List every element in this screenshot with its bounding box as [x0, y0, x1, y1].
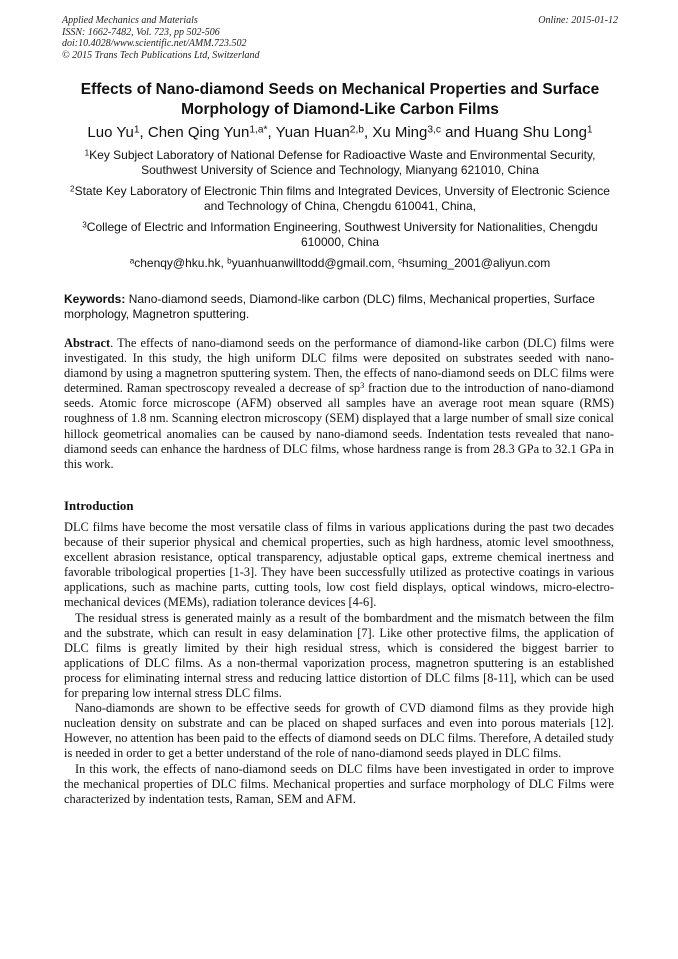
paragraph: The residual stress is generated mainly as a result of the bombardment and the mismatch between the film and the substrate, which can result in easy delamination [7]. Like other protective films, the application of DLC films is greatly limited by their high residual stress, which is considered the biggest barrier to applications of DLC films. As a non-thermal vaporization process, magnetron sputtering is an established process for eliminating internal stress and reducing lattice distortion of DLC films [8-11], which can be used for preparing low internal stress DLC films.	[64, 610, 614, 701]
paragraph: Nano-diamonds are shown to be effective seeds for growth of CVD diamond films as they provide high nucleation density on substrate and can be placed on shaped surfaces and even into porous materials [12]. However, no attention has been paid to the effects of diamond seeds on DLC films. Therefore, A detailed study is needed in order to get a better understand of the role of nano-diamond seeds played in DLC films.	[64, 701, 614, 761]
affiliation-1	[60, 148, 620, 178]
affiliation-2	[60, 184, 620, 214]
email-address: chenqy@hku.hk,	[134, 256, 228, 270]
email-mark: a	[129, 256, 135, 266]
email-mark: c	[397, 256, 403, 266]
email-address: hsuming_2001@aliyun.com	[402, 256, 551, 270]
author-separator: and	[440, 124, 475, 141]
affiliation-3	[60, 220, 620, 250]
abstract	[64, 336, 614, 472]
online-date: Online: 2015-01-12	[538, 15, 618, 26]
abstract-superscript: 3	[360, 380, 365, 391]
author-name: Yuan Huan	[275, 124, 350, 141]
author-affiliation-mark: 1,a*	[249, 124, 268, 136]
author-separator: ,	[267, 124, 276, 141]
affiliation-text: College of Electric and Information Engineering, Southwest University for Nationalities, Chengdu 610000, China	[86, 220, 598, 249]
author-affiliation-mark: 2,b	[349, 124, 364, 136]
email-mark: b	[227, 256, 232, 266]
section-heading-introduction: Introduction	[64, 499, 134, 513]
paper-title: Effects of Nano-diamond Seeds on Mechanical Properties and Surface Morphology of Diamond-Like Carbon Films	[80, 81, 600, 118]
paragraph: In this work, the effects of nano-diamond seeds on DLC films have been investigated in order to improve the mechanical properties of DLC films. Mechanical properties and surface morphology of DLC Films were characterized by indentation tests, Raman, SEM and AFM.	[64, 761, 614, 806]
email-address: yuanhuanwilltodd@gmail.com,	[231, 256, 398, 270]
copyright-line: © 2015 Trans Tech Publications Ltd, Switzerland	[62, 49, 260, 61]
introduction-body	[64, 520, 614, 807]
affiliation-mark: 2	[70, 184, 75, 194]
author-separator: ,	[363, 124, 373, 141]
affiliation-text: State Key Laboratory of Electronic Thin films and Integrated Devices, Unversity of Electronic Science and Technology of China, Chengdu 610041, China,	[74, 184, 610, 213]
paragraph: DLC films have become the most versatile class of films in various applications during the past two decades because of their superior physical and chemical properties, such as high hardness, atomic level smoothness, excellent abrasion resistance, optical transparency, adjustable optical gaps, extreme chemical inertness and favorable tribological properties [1-3]. They have been successfully utilized as protective coatings in various applications, such as machine parts, cutting tools, low cost field displays, optical windows, micro-electro-mechanical devices (MEMs), radiation tolerance devices [4-6].	[64, 520, 614, 610]
keywords-text: Nano-diamond seeds, Diamond-like carbon (DLC) films, Mechanical properties, Surface morphology, Magnetron sputtering.	[64, 292, 595, 321]
doi-line: doi:10.4028/www.scientific.net/AMM.723.502	[62, 38, 247, 49]
journal-name: Applied Mechanics and Materials	[62, 15, 198, 26]
author-affiliation-mark: 3,c	[427, 124, 441, 136]
email-list	[60, 256, 620, 271]
author-affiliation-mark: 1	[133, 124, 140, 136]
keywords	[64, 292, 614, 321]
running-header	[62, 15, 618, 61]
author-list	[40, 124, 640, 142]
affiliation-mark: 1	[84, 148, 90, 158]
author-name: Chen Qing Yun	[147, 124, 250, 141]
author-name: Luo Yu	[87, 124, 134, 141]
issn-line: ISSN: 1662-7482, Vol. 723, pp 502-506	[62, 26, 220, 38]
author-name: Huang Shu Long	[474, 124, 587, 141]
keywords-label: Keywords:	[64, 292, 126, 306]
abstract-text: . The effects of nano-diamond seeds on the performance of diamond-like carbon (DLC) films were investigated. In this study, the high uniform DLC films were deposited on substrates seeded with nano-diamond by using a magnetron sputtering system. Then, the effects of nano-diamond seeds on DLC films were determined. Raman spectroscopy revealed a decrease of sp	[64, 336, 614, 396]
abstract-text-continued: fraction due to the introduction of nano-diamond seeds. Atomic force microscope (AFM) observed all samples have an average root mean square (RMS) roughness of 1.8 nm. Scanning electron microscopy (SEM) displayed that a large number of small size conical hillock geometrical anomalies can be caused by nano-diamond seeds. Indentation tests revealed that nano-diamond seeds can enhance the hardness of DLC films, whose hardness range is from 28.3 GPa to 32.1 GPa in this work.	[64, 381, 614, 471]
author-separator: ,	[139, 124, 148, 141]
author-name: Xu Ming	[372, 124, 428, 141]
abstract-label: Abstract	[64, 336, 111, 350]
author-affiliation-mark: 1	[586, 124, 593, 136]
affiliation-mark: 3	[82, 220, 87, 230]
affiliation-text: Key Subject Laboratory of National Defense for Radioactive Waste and Environmental Security, Southwest University of Science and Technology, Mianyang 621010, China	[89, 148, 596, 177]
